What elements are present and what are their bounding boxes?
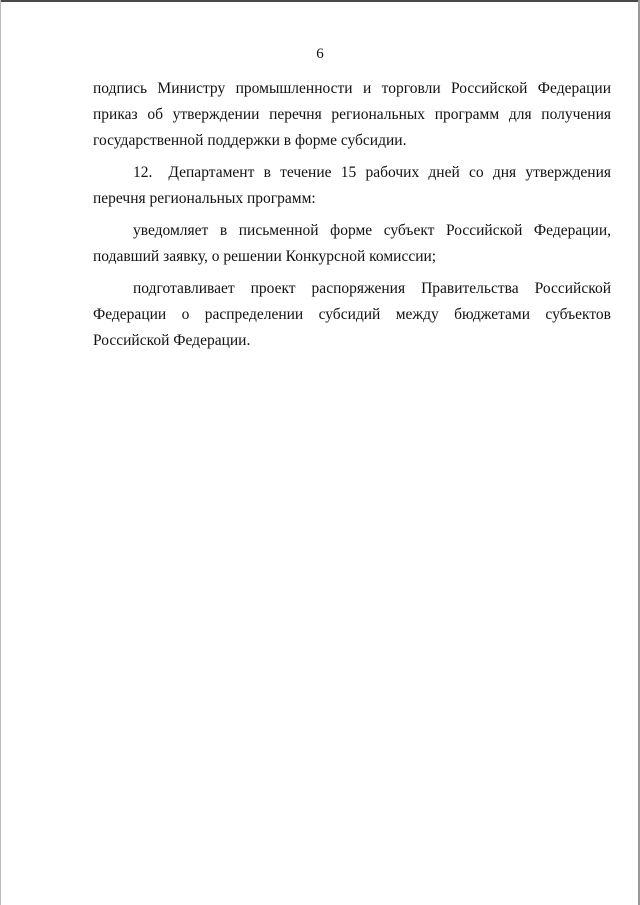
paragraph-prepare: подготавливает проект распоряжения Правительства Российской Федерации о распределении субсидий между бюджетами субъектов Российской Федерации. xyxy=(93,280,611,349)
paragraph-notify: уведомляет в письменной форме субъект Российской Федерации, подавший заявку, о решении Конкурсной комиссии; xyxy=(93,222,611,265)
document-body xyxy=(93,76,611,360)
item-text: Департамент в течение 15 рабочих дней со дня утверждения перечня региональных программ: xyxy=(93,164,611,207)
page-number: 6 xyxy=(316,46,324,62)
scan-edge-left xyxy=(0,0,1,905)
item-number: 12. xyxy=(133,164,153,181)
paragraph-item-12 xyxy=(93,160,611,212)
scan-edge-top xyxy=(0,0,640,2)
paragraph-continuation: подпись Министру промышленности и торговли Российской Федерации приказ об утверждении перечня региональных программ для получения государственной поддержки в форме субсидии. xyxy=(93,80,611,149)
